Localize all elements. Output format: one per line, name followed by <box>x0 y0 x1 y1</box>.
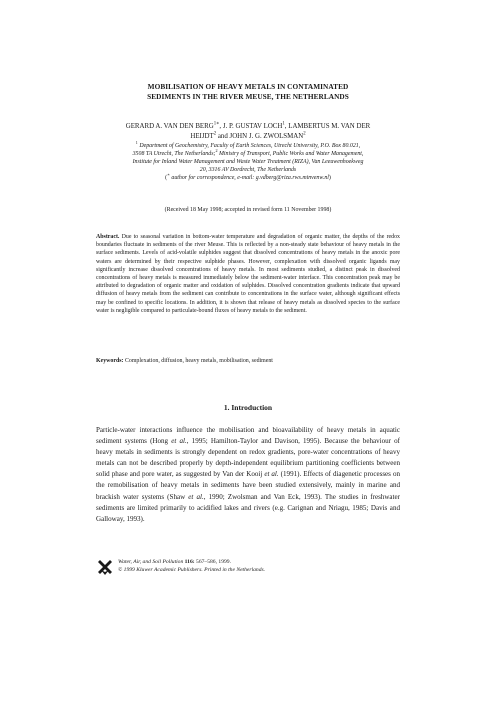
paragraph-text-italic: et al. <box>264 470 279 479</box>
section-heading-introduction: 1. Introduction <box>223 403 273 412</box>
correspondence-line <box>96 174 400 182</box>
affiliation-line-2 <box>96 150 400 158</box>
journal-citation <box>118 558 231 566</box>
author-name: GERARD A. VAN DEN BERG <box>125 123 214 130</box>
title-line-2: SEDIMENTS IN THE RIVER MEUSE, THE NETHERLANDS <box>147 92 349 101</box>
affiliation-text: Department of Geochemistry, Faculty of Earth Sciences, Utrecht University, P.O. Box 80.021, <box>137 143 361 149</box>
journal-name: Water, Air, and Soil Pollution <box>118 559 184 565</box>
author-affiliation-mark: 1 <box>282 121 285 127</box>
author-line-1 <box>96 122 400 132</box>
author-name: and JOHN J. G. ZWOLSMAN <box>216 132 304 140</box>
copyright-line: © 1999 Kluwer Academic Publishers. Printed in the Netherlands. <box>118 567 266 573</box>
keywords-label: Keywords: <box>96 358 124 364</box>
paragraph-text: (1991). Effects of diagenetic processes on the remobilisation of heavy metals in sediments have been studied extensively, mainly in marine and brackish water systems (Shaw <box>96 470 400 501</box>
correspondence-mark: ∗ <box>167 172 170 178</box>
keywords-text: Complexation, diffusion, heavy metals, mobilisation, sediment <box>123 358 273 364</box>
affiliation-text: 3508 TA Utrecht, The Netherlands; <box>132 151 216 158</box>
affiliation-line-4: 20, 3316 AV Dordrecht, The Netherlands <box>199 167 297 174</box>
affiliation-mark: 2 <box>215 148 218 154</box>
paragraph-text-italic: et al. <box>188 492 204 501</box>
page-footer <box>96 558 400 582</box>
author-affiliation-mark: 2 <box>213 131 217 137</box>
abstract-label: Abstract. <box>96 234 120 240</box>
introduction-paragraph <box>96 425 400 525</box>
author-name: , J. P. GUSTAV LOCH <box>219 123 283 130</box>
received-dates: (Received 18 May 1998; accepted in revised form 11 November 1998) <box>164 207 332 213</box>
abstract <box>96 233 400 315</box>
author-affiliation-mark: 2 <box>303 131 306 137</box>
author-name: HEIJDT <box>190 132 214 140</box>
author-list <box>96 122 400 141</box>
publisher-logo-icon <box>96 559 114 577</box>
article-title <box>96 82 400 102</box>
keywords <box>96 357 400 365</box>
paragraph-text-italic: et al. <box>171 437 187 446</box>
affiliation-text: Ministry of Transport, Public Works and Water Management, <box>217 151 364 158</box>
abstract-text: Due to seasonal variation in bottom-water temperature and degradation of organic matter, the depths of the redox boundaries fluctuate in sediments of the river Meuse. This is reflected by a non-steady state behaviour of heavy metals in the surface sediments. Levels of acid-volatile sulphides suggest that dissolved concentrations of heavy metals in the anoxic pore waters are determined by their respective sulphide phases. However, complexation with dissolved organic ligands may significantly increase dissolved concentrations of heavy metals. In most sediments studied, a distinct peak in dissolved concentrations of heavy metals is measured immediately below the sediment-water interface. This concentration peak may be attributed to degradation of organic matter and oxidation of sulphides. Dissolved concentration gradients indicate that upward diffusion of heavy metals from the sediment can contribute to concentrations in the surface water, although significant effects may be confined to specific locations. In addition, it is shown that release of heavy metals as dissolved species to the surface water is negligible compared to particulate-bound fluxes of heavy metals to the sediment. <box>96 234 400 314</box>
affiliation-mark: 1 <box>135 140 138 146</box>
paragraph-text: , 1990; Zwolsman and Van Eck, 1993). The studies in freshwater sediments are limited primarily to acidified lakes and rivers (e.g. Carignan and Nriagu, 1985; Davis and Galloway, 1993). <box>96 492 400 523</box>
author-line-2 <box>96 132 400 142</box>
affiliation-line-3: Institute for Inland Water Management and Waste Water Treatment (RIZA), Van Leeuwenhoekweg <box>132 159 364 166</box>
journal-volume: 116: <box>183 559 195 565</box>
journal-pages: 567–586, 1999. <box>194 559 231 565</box>
author-name: , LAMBERTUS M. VAN DER <box>284 123 371 130</box>
affiliations <box>96 142 400 182</box>
title-line-1: MOBILISATION OF HEAVY METALS IN CONTAMINATED <box>147 82 349 91</box>
correspondence-paren: ( <box>165 175 168 182</box>
correspondence-paren: ) <box>328 175 331 182</box>
affiliation-line-1 <box>96 142 400 150</box>
paragraph-text: Particle-water interactions influence the mobilisation and bioavailability of heavy metals in aquatic sediment systems (Hong <box>96 426 400 446</box>
paragraph-text: , 1995; Hamilton-Taylor and Davison, 1995). Because the behaviour of heavy metals in sediments is strongly dependent on redox gradients, pore-water concentrations of heavy metals can not be described properly by depth-independent equilibrium partitioning coefficients between solid phase and pore water, as suggested by Van der Kooij <box>96 437 401 479</box>
author-affiliation-mark: 1∗ <box>213 121 220 127</box>
correspondence-text: author for correspondence, e-mail: g.vdberg@riza.rws.minvenw.nl <box>169 175 329 182</box>
